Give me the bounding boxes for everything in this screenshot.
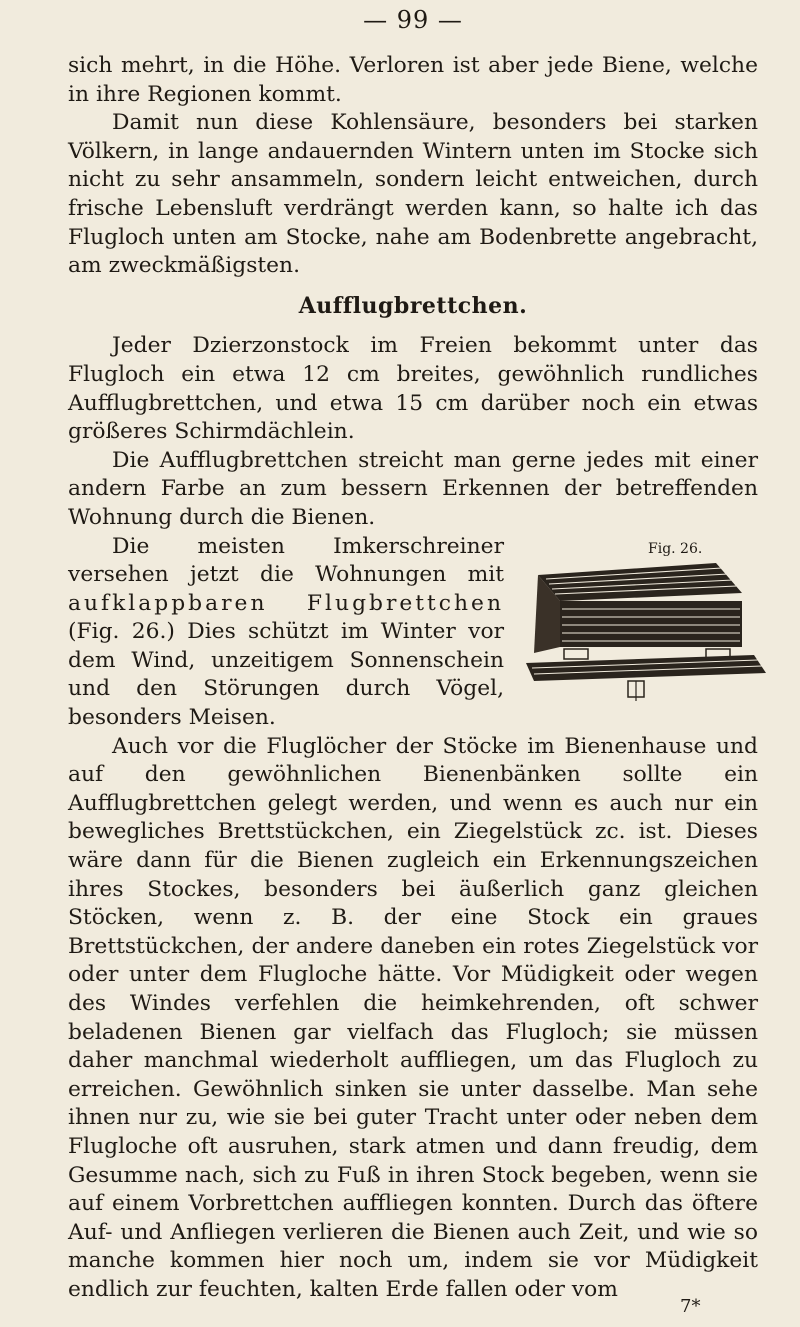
paragraph-6: Auch vor die Fluglöcher der Stöcke im Bienenhause und auf den gewöhnlichen Bienenbänken sollte ein Aufflugbrettchen gelegt werden, und wenn es auch nur ein bewegliches Brettstückchen, ein Ziegelstück zc. ist. Dieses wäre dann für die Bienen zugleich ein Erkennungszeichen ihres Stockes, besonders bei äußerlich ganz gleichen Stöcken, wenn z. B. der eine Stock ein graues Brettstückchen, der andere daneben ein rotes Ziegelstück vor oder unter dem Flugloche hätte. Vor Müdigkeit oder wegen des Windes verfehlen die heimkehrenden, oft schwer beladenen Bienen gar vielfach das Flugloch; sie müssen daher manchmal wiederholt auffliegen, um das Flugloch zu erreichen. Gewöhnlich sinken sie unter dasselbe. Man sehe ihnen nur zu, wie sie bei guter Tracht unter oder neben dem Flugloche oft ausruhen, stark atmen und dann freudig, dem Gesumme nach, sich zu Fuß in ihren Stock begeben, wenn sie auf einem Vorbrettchen auffliegen konnten. Durch das öftere Auf- und Anfliegen verlieren die Bienen auch Zeit, und wie so manche kommen hier noch um, indem sie vor Müdigkeit endlich zur feuchten, kalten Erde fallen oder vom [68,733,758,1302]
signature-mark: 7* [680,1296,701,1317]
paragraph-5-end: (Fig. 26.) Dies schützt im Winter vor dem Wind, unzeitigem Sonnenschein und den Störungen durch Vögel, besonders Meisen. [68,619,504,731]
emphasis-flight-boards: aufklappbaren Flugbrettchen [68,590,504,616]
paragraph-2: Damit nun diese Kohlensäure, besonders bei starken Völkern, in lange andauernden Wintern unten im Stocke sich nicht zu sehr ansammeln, sondern leicht entweichen, durch frische Lebensluft verdrängt werden kann, so halte ich das Flugloch unten am Stocke, nahe am Bodenbrette angebracht, am zweckmäßigsten. [68,110,758,279]
body-text [68,52,758,1305]
paragraph-5-start: Die meisten Imkerschreiner versehen jetzt die Wohnungen mit [68,533,504,588]
paragraph-4: Die Aufflugbrettchen streicht man gerne jedes mit einer andern Farbe an zum bessern Erkennen der betreffenden Wohnung durch die Bienen. [68,447,758,530]
book-page [68,0,758,1327]
paragraph-3: Jeder Dzierzonstock im Freien bekommt unter das Flugloch ein etwa 12 cm breites, gewöhnlich rundliches Aufflugbrettchen, und etwa 15 cm darüber noch ein etwas größeres Schirmdächlein. [68,333,758,445]
flight-board-illustration [516,557,766,707]
section-heading: Aufflugbrettchen. [298,292,528,319]
page-number: — 99 — [363,6,463,34]
figure-26 [516,535,766,711]
paragraph-1: sich mehrt, in die Höhe. Verloren ist aber jede Biene, welche in ihre Regionen kommt. [68,53,758,107]
figure-label: Fig. 26. [648,540,703,557]
